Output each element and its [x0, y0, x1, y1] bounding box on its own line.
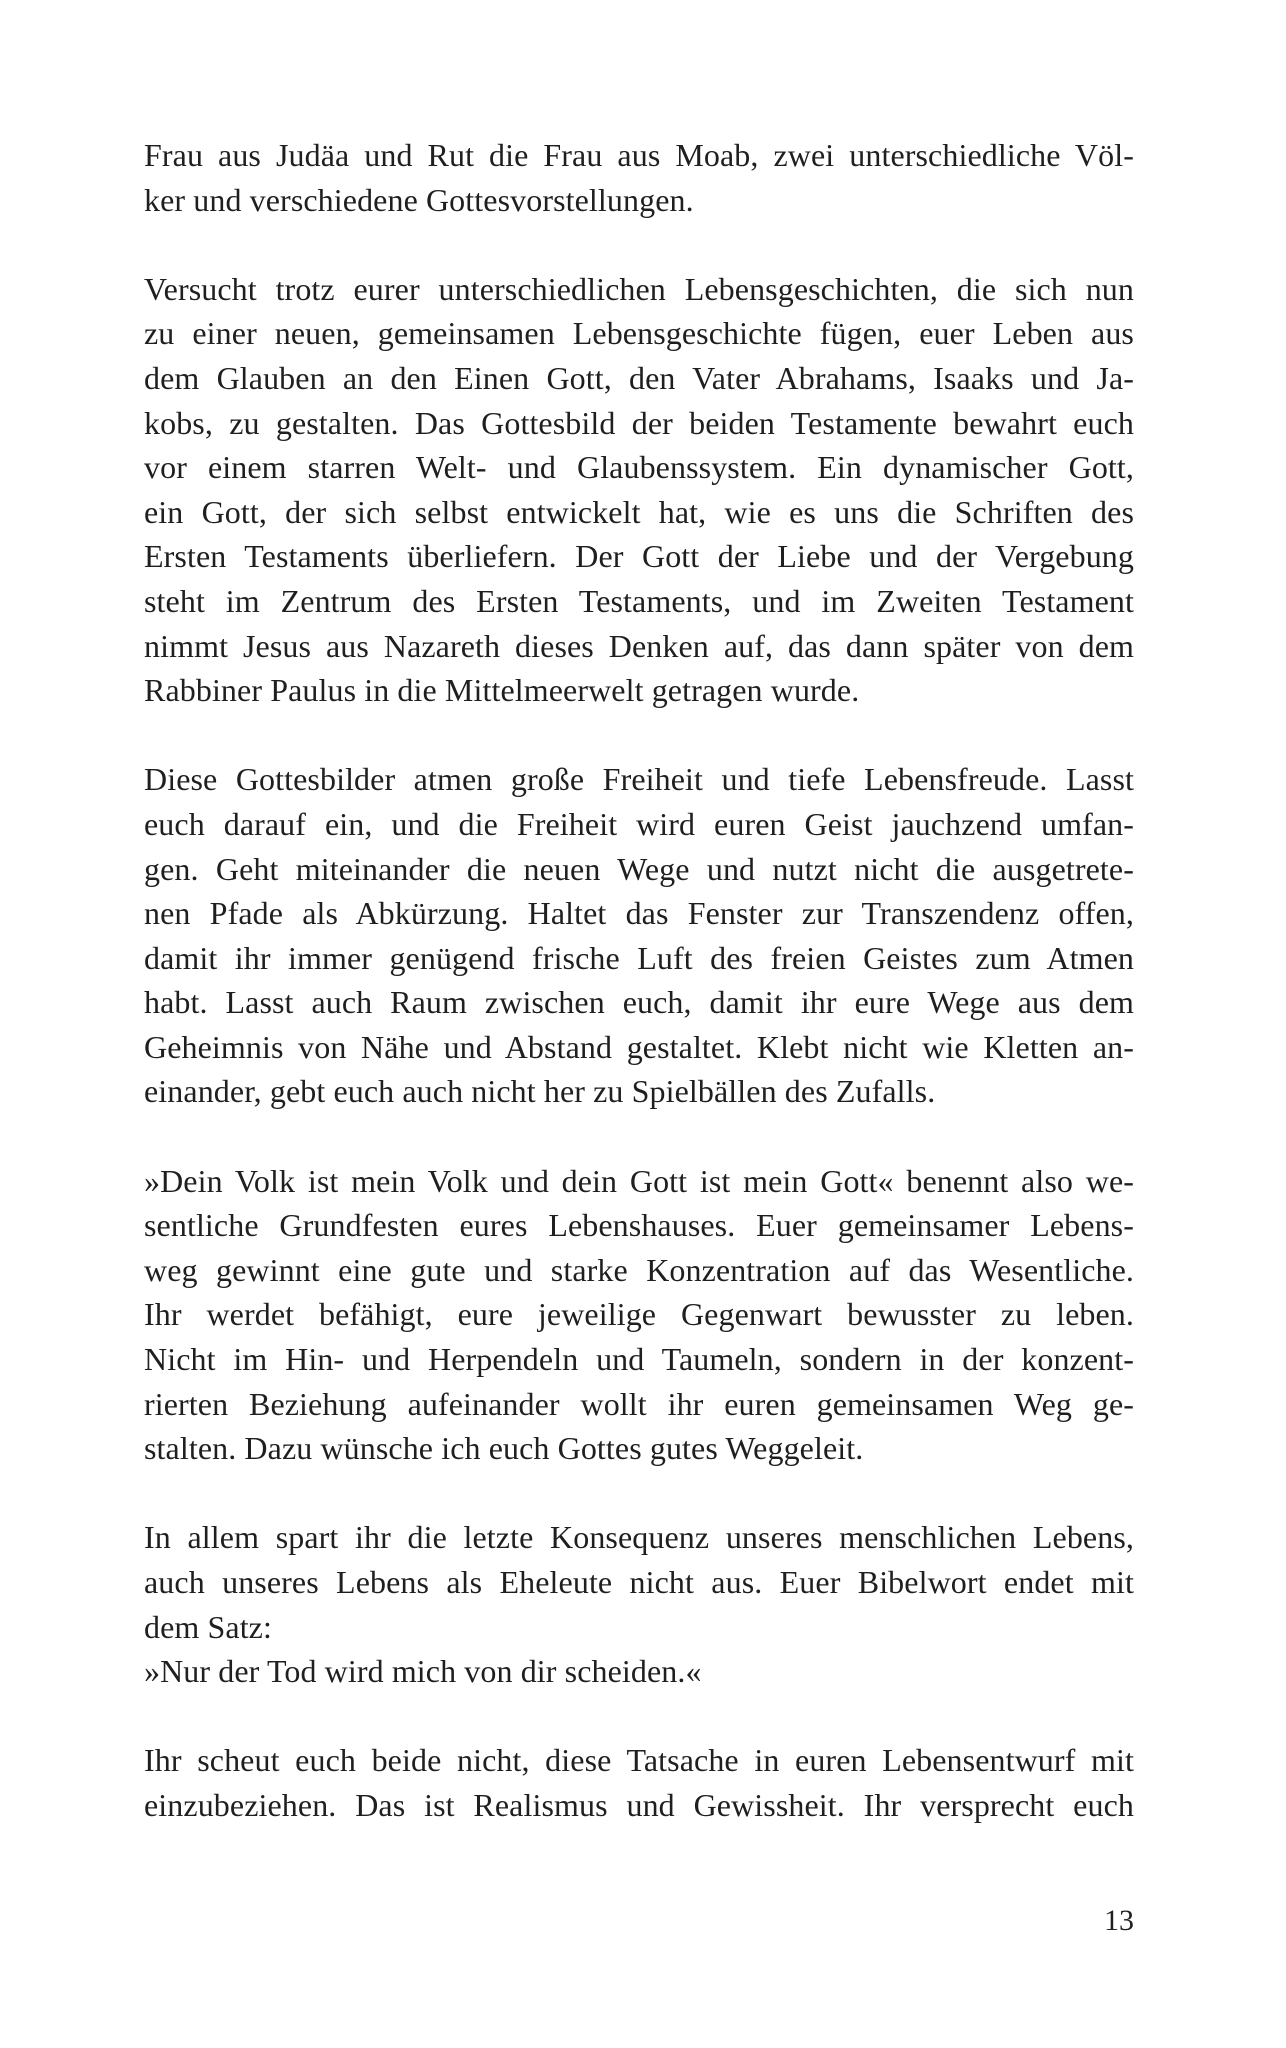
text-line: Ersten Testaments überliefern. Der Gott der Liebe und der Vergebung: [144, 538, 1134, 575]
text-line: Ihr werdet befähigt, eure jeweilige Gegenwart bewusster zu leben.: [144, 1296, 1134, 1333]
text-line: zu einer neuen, gemeinsamen Lebensgeschichte fügen, euer Leben aus: [144, 315, 1134, 352]
paragraph: [144, 757, 1134, 1114]
text-line: steht im Zentrum des Ersten Testaments, und im Zweiten Testament: [144, 582, 1134, 619]
body-text: [144, 133, 1134, 1872]
text-line: Geheimnis von Nähe und Abstand gestaltet. Klebt nicht wie Kletten an-: [144, 1028, 1134, 1065]
paragraph: [144, 1738, 1134, 1827]
text-line: rierten Beziehung aufeinander wollt ihr euren gemeinsamen Weg ge-: [144, 1385, 1134, 1422]
paragraph: [144, 267, 1134, 713]
text-line: dem Glauben an den Einen Gott, den Vater Abrahams, Isaaks und Ja-: [144, 359, 1134, 396]
text-line: gen. Geht miteinander die neuen Wege und nutzt nicht die ausgetrete-: [144, 850, 1134, 887]
text-line: euch darauf ein, und die Freiheit wird euren Geist jauchzend umfan-: [144, 805, 1134, 842]
text-line: stalten. Dazu wünsche ich euch Gottes gutes Weggeleit.: [144, 1430, 864, 1467]
text-line: nimmt Jesus aus Nazareth dieses Denken auf, das dann später von dem: [144, 627, 1134, 664]
text-line: damit ihr immer genügend frische Luft des freien Geistes zum Atmen: [144, 939, 1134, 976]
text-line: sentliche Grundfesten eures Lebenshauses. Euer gemeinsamer Lebens-: [144, 1207, 1134, 1244]
text-line: vor einem starren Welt- und Glaubenssystem. Ein dynamischer Gott,: [144, 449, 1134, 486]
text-line: auch unseres Lebens als Eheleute nicht aus. Euer Bibelwort endet mit: [144, 1564, 1134, 1600]
text-line: dem Satz:: [144, 1608, 272, 1645]
paragraph: [144, 133, 1134, 222]
text-line: »Dein Volk ist mein Volk und dein Gott ist mein Gott« benennt also we-: [144, 1162, 1134, 1199]
text-line: Rabbiner Paulus in die Mittelmeerwelt getragen wurde.: [144, 672, 860, 709]
text-line: Diese Gottesbilder atmen große Freiheit und tiefe Lebensfreude. Lasst: [144, 761, 1134, 798]
text-line: ker und verschiedene Gottesvorstellungen.: [144, 181, 694, 218]
text-line: Nicht im Hin- und Herpendeln und Taumeln, sondern in der konzent-: [144, 1341, 1134, 1378]
text-line: nen Pfade als Abkürzung. Haltet das Fenster zur Transzendenz offen,: [144, 895, 1134, 932]
text-line: »Nur der Tod wird mich von dir scheiden.«: [144, 1653, 702, 1690]
text-line: ein Gott, der sich selbst entwickelt hat, wie es uns die Schriften des: [144, 493, 1134, 530]
text-line: habt. Lasst auch Raum zwischen euch, damit ihr eure Wege aus dem: [144, 984, 1134, 1021]
page-number: 13: [1104, 1904, 1134, 1937]
text-line: einander, gebt euch auch nicht her zu Spielbällen des Zufalls.: [144, 1073, 936, 1110]
text-line: Frau aus Judäa und Rut die Frau aus Moab, zwei unterschiedliche Völ-: [144, 137, 1134, 173]
paragraph: [144, 1159, 1134, 1471]
text-line: kobs, zu gestalten. Das Gottesbild der beiden Testamente bewahrt euch: [144, 404, 1134, 441]
paragraph: [144, 1515, 1134, 1693]
text-line: einzubeziehen. Das ist Realismus und Gewissheit. Ihr versprecht euch: [144, 1786, 1134, 1823]
text-line: Versucht trotz eurer unterschiedlichen Lebensgeschichten, die sich nun: [144, 270, 1134, 307]
text-line: Ihr scheut euch beide nicht, diese Tatsache in euren Lebensentwurf mit: [144, 1742, 1134, 1779]
text-line: weg gewinnt eine gute und starke Konzentration auf das Wesentliche.: [144, 1251, 1134, 1288]
text-line: In allem spart ihr die letzte Konsequenz unseres menschlichen Lebens,: [144, 1519, 1134, 1556]
